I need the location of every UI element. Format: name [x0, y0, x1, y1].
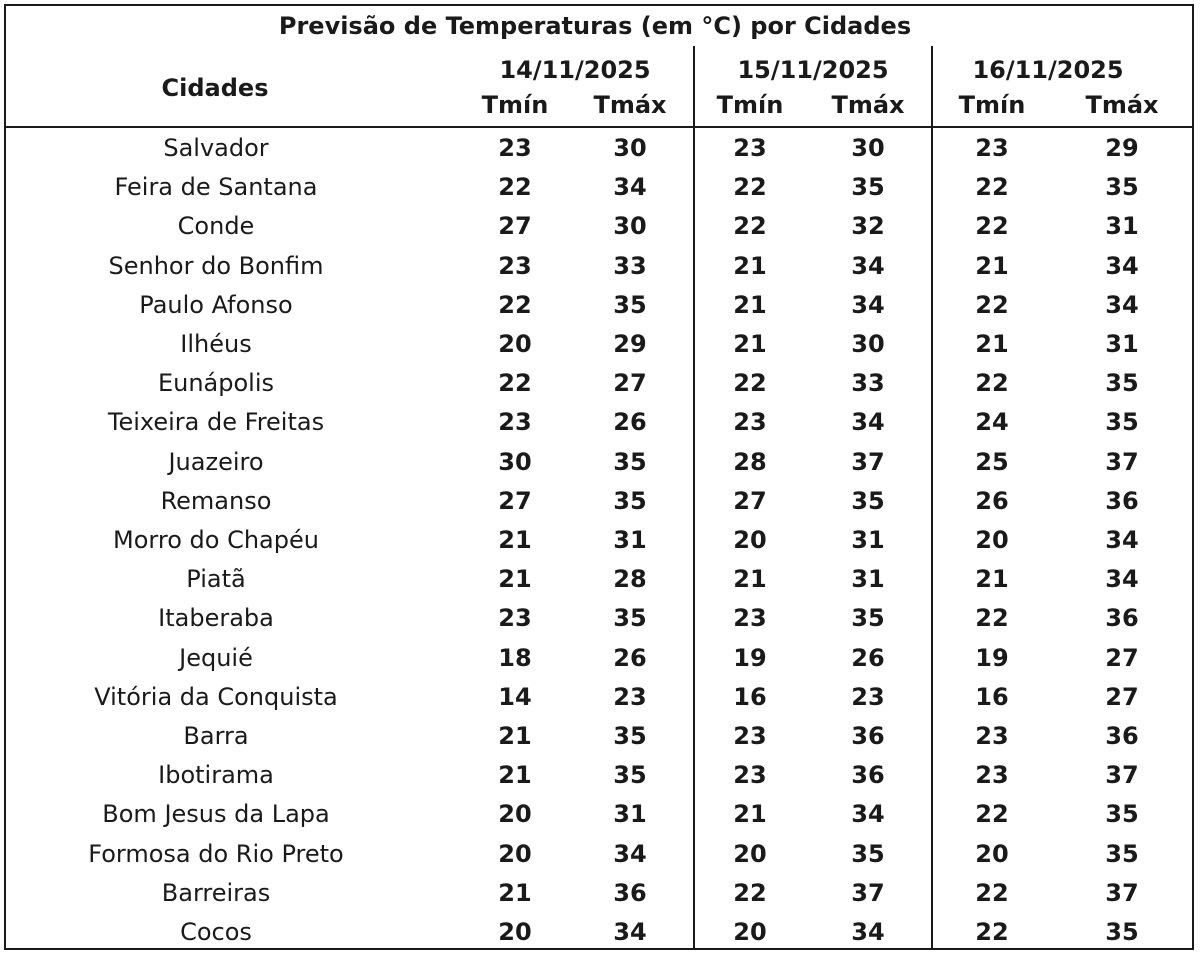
tmin-value: 30 [498, 447, 532, 476]
tmin-value: 23 [733, 722, 767, 750]
tmax-value: 34 [613, 173, 647, 202]
tmin-value: 20 [975, 526, 1009, 554]
tmin-value: 21 [733, 251, 767, 280]
tmin-value: 22 [498, 173, 532, 202]
tmax-value: 23 [613, 682, 647, 711]
tmin-value: 21 [498, 722, 532, 750]
tmax-header: Tmáx [1085, 91, 1159, 119]
tmin-value: 23 [975, 134, 1009, 162]
tmax-value: 31 [851, 565, 885, 594]
city-name: Senhor do Bonfim [108, 251, 324, 280]
column-divider-2 [931, 46, 933, 950]
tmax-value: 31 [613, 800, 647, 829]
tmin-value: 21 [733, 290, 767, 319]
tmin-value: 20 [733, 918, 767, 946]
tmax-value: 35 [851, 173, 885, 202]
tmin-value: 24 [975, 408, 1009, 437]
tmin-value: 21 [498, 878, 532, 907]
tmin-value: 22 [733, 878, 767, 907]
date-header: 15/11/2025 [737, 56, 889, 84]
city-name: Cocos [180, 918, 252, 946]
tmax-value: 37 [1105, 447, 1139, 476]
tmax-value: 30 [613, 134, 647, 162]
tmax-value: 36 [851, 722, 885, 750]
tmin-value: 23 [975, 761, 1009, 790]
tmin-value: 22 [498, 290, 532, 319]
tmin-value: 23 [498, 251, 532, 280]
city-name: Formosa do Rio Preto [88, 839, 344, 868]
tmin-value: 19 [975, 643, 1009, 672]
tmin-value: 27 [498, 212, 532, 241]
tmax-value: 35 [613, 447, 647, 476]
city-name: Feira de Santana [114, 173, 318, 202]
city-name: Remanso [160, 486, 272, 515]
tmax-value: 34 [1105, 526, 1139, 554]
tmax-value: 37 [851, 878, 885, 907]
tmin-value: 27 [498, 486, 532, 515]
tmax-value: 36 [1105, 604, 1139, 633]
tmax-value: 35 [613, 761, 647, 790]
city-name: Paulo Afonso [139, 290, 293, 319]
tmin-value: 22 [975, 212, 1009, 241]
tmin-value: 22 [498, 369, 532, 398]
tmax-value: 35 [1105, 173, 1139, 202]
tmin-value: 20 [498, 918, 532, 946]
city-column-header: Cidades [161, 74, 269, 102]
tmin-value: 20 [975, 839, 1009, 868]
tmin-value: 23 [733, 134, 767, 162]
tmin-value: 23 [498, 604, 532, 633]
tmax-value: 27 [1105, 643, 1139, 672]
tmin-value: 22 [733, 173, 767, 202]
tmax-value: 34 [851, 800, 885, 829]
tmin-value: 22 [975, 604, 1009, 633]
city-name: Piatã [186, 565, 246, 594]
tmin-value: 20 [498, 839, 532, 868]
tmax-value: 34 [851, 408, 885, 437]
tmax-value: 29 [613, 330, 647, 358]
tmax-value: 31 [1105, 212, 1139, 241]
city-name: Juazeiro [168, 447, 264, 476]
tmax-value: 34 [851, 290, 885, 319]
table-title: Previsão de Temperaturas (em °C) por Cidades [278, 12, 912, 40]
tmax-value: 37 [851, 447, 885, 476]
tmin-value: 20 [733, 839, 767, 868]
tmax-value: 34 [1105, 290, 1139, 319]
city-name: Bom Jesus da Lapa [102, 800, 330, 829]
tmin-value: 22 [975, 290, 1009, 319]
city-name: Teixeira de Freitas [107, 408, 325, 437]
tmax-value: 35 [1105, 408, 1139, 437]
tmax-value: 34 [613, 918, 647, 946]
tmax-value: 32 [851, 212, 885, 241]
tmin-value: 22 [975, 369, 1009, 398]
tmax-value: 30 [613, 212, 647, 241]
tmax-value: 36 [1105, 722, 1139, 750]
tmin-value: 22 [975, 878, 1009, 907]
tmax-value: 36 [613, 878, 647, 907]
tmin-value: 20 [498, 800, 532, 829]
tmin-value: 28 [733, 447, 767, 476]
tmax-value: 30 [851, 134, 885, 162]
tmax-header: Tmáx [593, 91, 667, 119]
tmax-value: 35 [851, 486, 885, 515]
tmin-value: 22 [975, 173, 1009, 202]
tmax-value: 33 [851, 369, 885, 398]
tmax-value: 30 [851, 330, 885, 358]
tmax-value: 35 [851, 604, 885, 633]
tmax-value: 29 [1105, 134, 1139, 162]
tmin-value: 23 [498, 408, 532, 437]
tmax-value: 35 [851, 839, 885, 868]
tmax-value: 35 [1105, 839, 1139, 868]
tmax-value: 33 [613, 251, 647, 280]
date-header: 16/11/2025 [972, 56, 1124, 84]
city-name: Jequié [179, 643, 253, 672]
tmax-value: 28 [613, 565, 647, 594]
tmin-value: 27 [733, 486, 767, 515]
tmax-value: 36 [851, 761, 885, 790]
tmax-value: 35 [613, 290, 647, 319]
tmax-value: 34 [1105, 565, 1139, 594]
tmax-value: 36 [1105, 486, 1139, 515]
tmin-value: 21 [498, 526, 532, 554]
city-name: Morro do Chapéu [113, 526, 319, 554]
tmin-value: 26 [975, 486, 1009, 515]
city-name: Salvador [163, 134, 269, 162]
tmax-value: 35 [1105, 369, 1139, 398]
tmin-value: 20 [498, 330, 532, 358]
city-name: Barra [183, 722, 249, 750]
column-divider-1 [693, 46, 695, 950]
tmin-header: Tmín [716, 91, 784, 119]
tmax-value: 37 [1105, 878, 1139, 907]
tmin-value: 18 [498, 643, 532, 672]
tmax-value: 31 [851, 526, 885, 554]
tmax-header: Tmáx [831, 91, 905, 119]
city-name: Ilhéus [180, 330, 252, 358]
city-name: Ibotirama [158, 761, 274, 790]
tmin-value: 23 [733, 761, 767, 790]
tmax-value: 27 [1105, 682, 1139, 711]
tmax-value: 26 [851, 643, 885, 672]
tmax-value: 35 [1105, 918, 1139, 946]
tmin-value: 23 [733, 604, 767, 633]
tmax-value: 34 [613, 839, 647, 868]
tmin-value: 22 [733, 212, 767, 241]
tmax-value: 26 [613, 408, 647, 437]
tmin-value: 20 [733, 526, 767, 554]
tmin-value: 22 [975, 800, 1009, 829]
tmax-value: 31 [1105, 330, 1139, 358]
city-name: Vitória da Conquista [94, 682, 338, 711]
tmin-value: 14 [498, 682, 532, 711]
tmax-value: 35 [613, 722, 647, 750]
tmax-value: 34 [851, 251, 885, 280]
tmin-value: 21 [975, 251, 1009, 280]
tmin-value: 23 [733, 408, 767, 437]
city-name: Itaberaba [158, 604, 274, 633]
tmin-value: 21 [498, 761, 532, 790]
tmin-value: 22 [975, 918, 1009, 946]
tmax-value: 35 [613, 486, 647, 515]
tmin-value: 21 [498, 565, 532, 594]
tmax-value: 27 [613, 369, 647, 398]
tmax-value: 37 [1105, 761, 1139, 790]
city-name: Eunápolis [157, 369, 275, 398]
header-divider [4, 126, 1194, 128]
tmin-value: 21 [733, 330, 767, 358]
tmin-value: 16 [733, 682, 767, 711]
tmin-header: Tmín [958, 91, 1026, 119]
tmin-value: 22 [733, 369, 767, 398]
tmin-value: 16 [975, 682, 1009, 711]
city-name: Barreiras [161, 878, 271, 907]
tmax-value: 31 [613, 526, 647, 554]
tmin-value: 25 [975, 447, 1009, 476]
tmax-value: 23 [851, 682, 885, 711]
tmin-value: 21 [975, 565, 1009, 594]
tmin-value: 21 [733, 565, 767, 594]
tmax-value: 34 [851, 918, 885, 946]
tmin-value: 19 [733, 643, 767, 672]
tmax-value: 26 [613, 643, 647, 672]
tmin-header: Tmín [481, 91, 549, 119]
city-name: Conde [177, 212, 255, 241]
tmin-value: 23 [498, 134, 532, 162]
date-header: 14/11/2025 [499, 56, 651, 84]
tmin-value: 23 [975, 722, 1009, 750]
tmin-value: 21 [733, 800, 767, 829]
tmax-value: 35 [1105, 800, 1139, 829]
tmax-value: 35 [613, 604, 647, 633]
tmin-value: 21 [975, 330, 1009, 358]
tmax-value: 34 [1105, 251, 1139, 280]
